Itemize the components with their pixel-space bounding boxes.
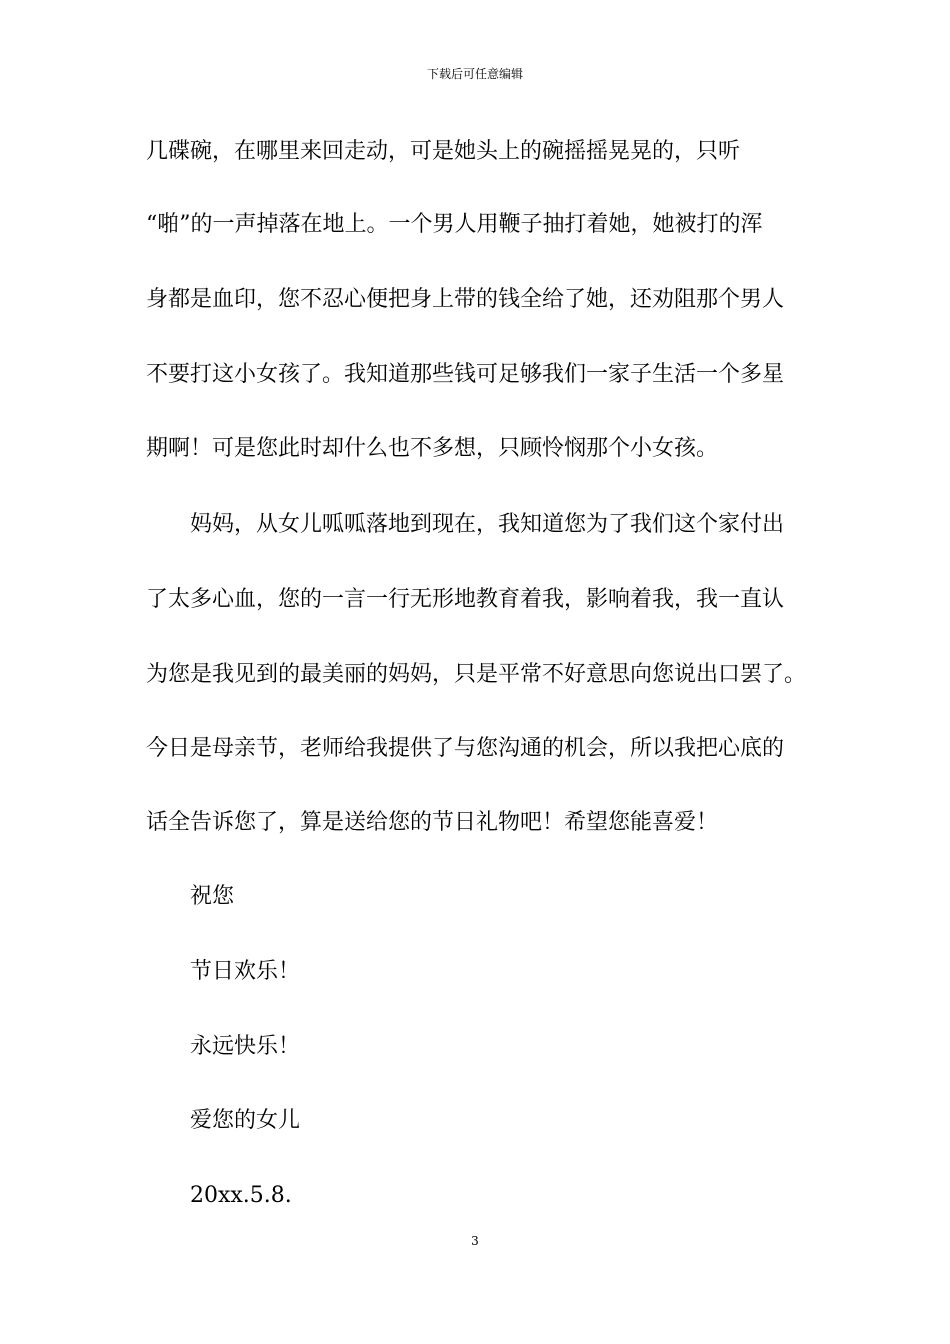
page-number: 3 bbox=[471, 1234, 479, 1248]
closing-date: 20xx.5.8. bbox=[190, 1183, 292, 1208]
page-header: 下载后可任意编辑 bbox=[426, 67, 523, 81]
closing-wish: 节日欢乐！ bbox=[190, 959, 301, 984]
closing-signature: 爱您的女儿 bbox=[190, 1108, 301, 1133]
body-line: 为您是我见到的最美丽的妈妈，只是平常不好意思向您说出口罢了。 bbox=[146, 662, 807, 687]
body-line: 今日是母亲节，老师给我提供了与您沟通的机会，所以我把心底的 bbox=[146, 736, 785, 761]
closing-greeting: 祝您 bbox=[190, 884, 235, 909]
body-line: 不要打这小女孩了。我知道那些钱可足够我们一家子生活一个多星 bbox=[146, 362, 785, 387]
body-line: 期啊！可是您此时却什么也不多想，只顾怜悯那个小女孩。 bbox=[146, 436, 719, 461]
body-line: 几碟碗，在哪里来回走动，可是她头上的碗摇摇晃晃的，只听 bbox=[146, 139, 741, 164]
body-line: 身都是血印，您不忍心便把身上带的钱全给了她，还劝阻那个男人 bbox=[146, 287, 785, 312]
body-line: 妈妈，从女儿呱呱落地到现在，我知道您为了我们这个家付出 bbox=[190, 512, 785, 537]
body-line: “啪”的一声掉落在地上。一个男人用鞭子抽打着她，她被打的浑 bbox=[146, 212, 763, 237]
body-line: 话全告诉您了，算是送给您的节日礼物吧！希望您能喜爱！ bbox=[146, 810, 719, 835]
body-line: 了太多心血，您的一言一行无形地教育着我，影响着我，我一直认 bbox=[146, 587, 785, 612]
closing-wish: 永远快乐！ bbox=[190, 1034, 301, 1059]
